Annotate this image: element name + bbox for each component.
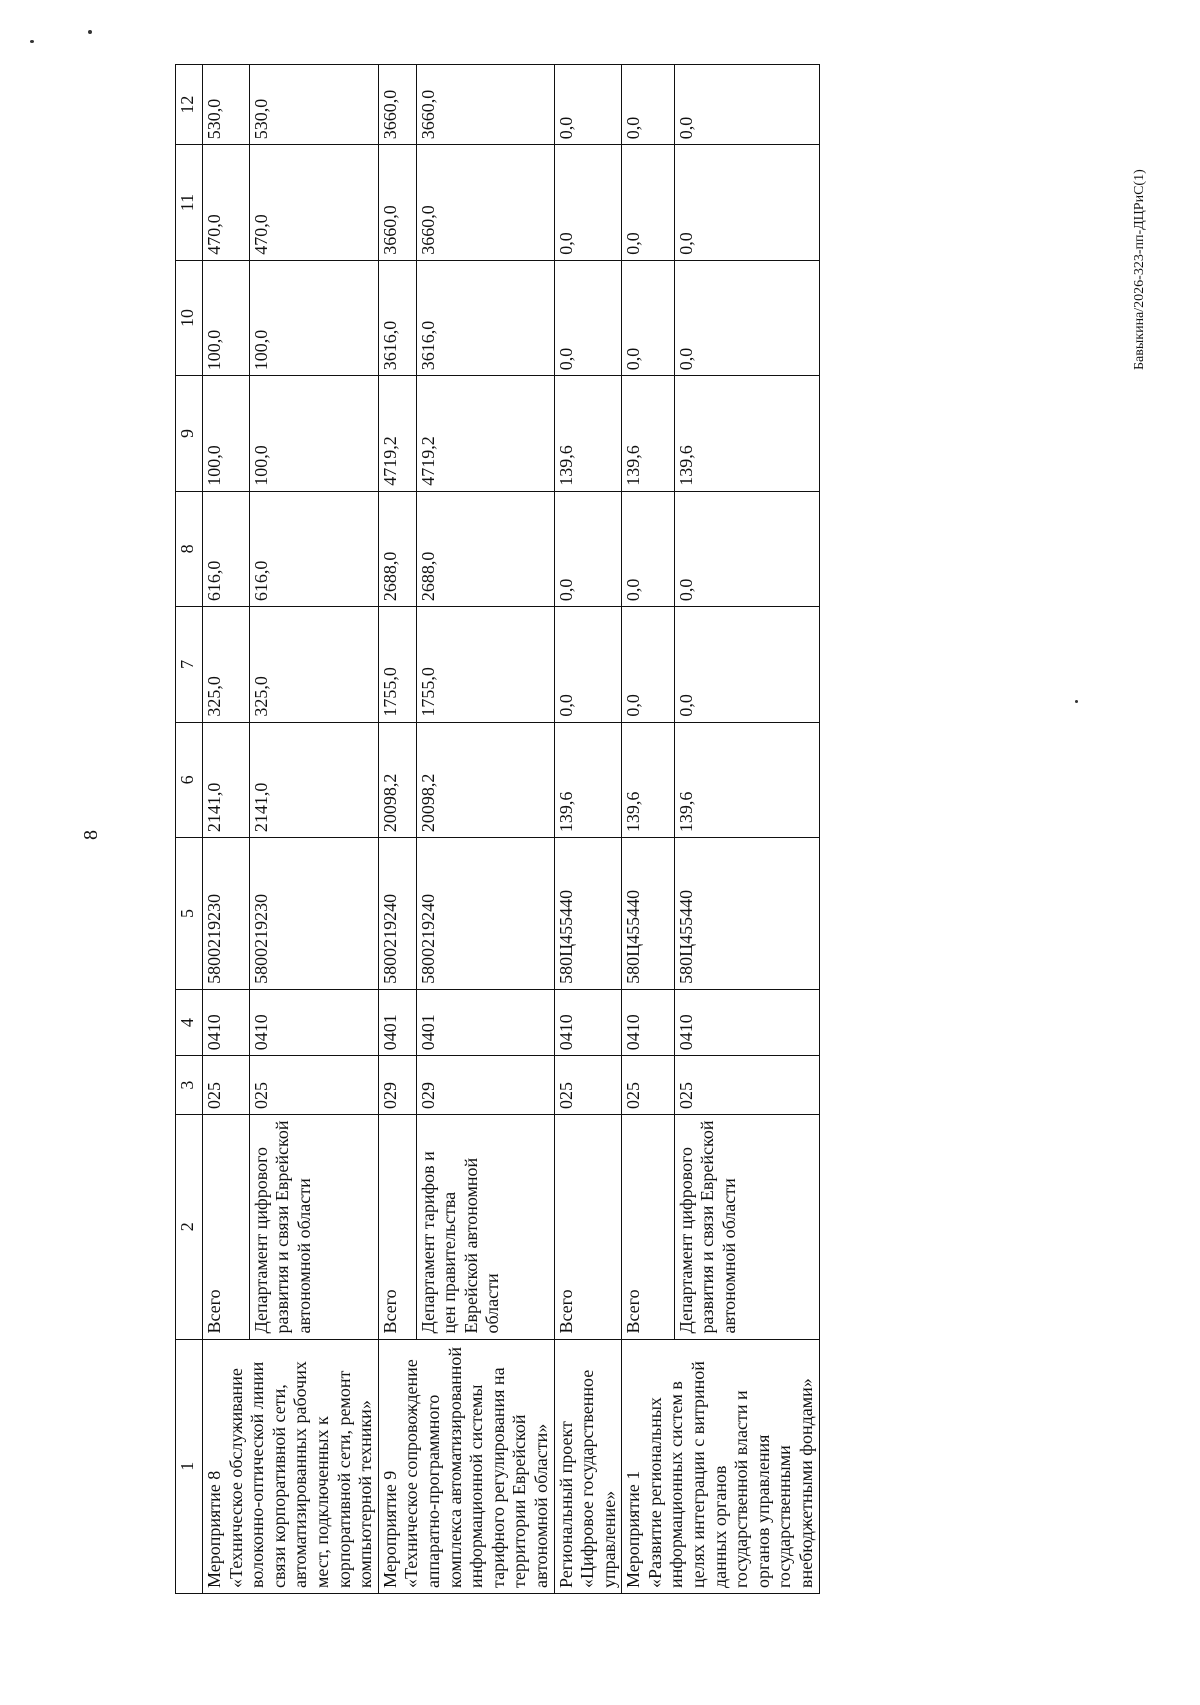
column-header-2: 2 [176, 1115, 203, 1340]
column-header-7: 7 [176, 607, 203, 722]
value-cell: 470,0 [203, 145, 250, 260]
value-cell: 3616,0 [416, 260, 554, 375]
value-cell: 4719,2 [378, 376, 416, 491]
event-name-cell: Региональный проект «Цифровое государственное управление» [554, 1339, 622, 1593]
column-header-4: 4 [176, 989, 203, 1055]
executor-cell: Всего [622, 1115, 675, 1340]
value-cell: 100,0 [203, 376, 250, 491]
value-cell: 139,6 [674, 376, 819, 491]
value-cell: 0,0 [622, 260, 675, 375]
value-cell: 5800219240 [378, 838, 416, 990]
column-header-11: 11 [176, 145, 203, 260]
column-header-8: 8 [176, 491, 203, 606]
value-cell: 2688,0 [378, 491, 416, 606]
value-cell: 0,0 [674, 607, 819, 722]
executor-cell: Всего [378, 1115, 416, 1340]
value-cell: 2688,0 [416, 491, 554, 606]
value-cell: 139,6 [622, 722, 675, 837]
value-cell: 5800219230 [203, 838, 250, 990]
column-header-5: 5 [176, 838, 203, 990]
value-cell: 139,6 [622, 376, 675, 491]
value-cell: 616,0 [249, 491, 378, 606]
value-cell: 0,0 [622, 65, 675, 145]
value-cell: 3660,0 [378, 145, 416, 260]
value-cell: 025 [622, 1056, 675, 1115]
value-cell: 139,6 [554, 376, 622, 491]
executor-cell: Всего [554, 1115, 622, 1340]
column-header-10: 10 [176, 260, 203, 375]
value-cell: 025 [554, 1056, 622, 1115]
executor-cell: Всего [203, 1115, 250, 1340]
value-cell: 325,0 [203, 607, 250, 722]
value-cell: 0410 [622, 989, 675, 1055]
document-code: Бавыкина/2026-323-пп-ДЦРиС(1) [1132, 169, 1147, 370]
table-row [378, 65, 416, 1594]
column-header-12: 12 [176, 65, 203, 145]
table-row [622, 65, 675, 1594]
table-row [203, 65, 250, 1594]
value-cell: 5800219240 [416, 838, 554, 990]
value-cell: 1755,0 [416, 607, 554, 722]
value-cell: 0410 [674, 989, 819, 1055]
value-cell: 616,0 [203, 491, 250, 606]
executor-cell: Департамент тарифов и цен правительства Еврейской автономной области [416, 1115, 554, 1340]
value-cell: 100,0 [249, 376, 378, 491]
value-cell: 3660,0 [416, 65, 554, 145]
value-cell: 100,0 [203, 260, 250, 375]
value-cell: 0,0 [674, 65, 819, 145]
value-cell: 0410 [203, 989, 250, 1055]
page-number: 8 [80, 830, 102, 840]
value-cell: 3616,0 [378, 260, 416, 375]
value-cell: 0,0 [554, 65, 622, 145]
budget-table [175, 64, 820, 1594]
value-cell: 3660,0 [378, 65, 416, 145]
value-cell: 025 [203, 1056, 250, 1115]
rotated-table-wrapper [175, 64, 1175, 1594]
column-header-3: 3 [176, 1056, 203, 1115]
event-name-cell: Мероприятие 9 «Техническое сопровождение аппаратно-программного комплекса автоматизированной информационной системы тарифного регулирования на территории Еврейской автономной области» [378, 1339, 554, 1593]
value-cell: 1755,0 [378, 607, 416, 722]
table-body [203, 65, 820, 1594]
scan-speck [88, 30, 92, 34]
value-cell: 139,6 [554, 722, 622, 837]
value-cell: 20098,2 [416, 722, 554, 837]
value-cell: 580Ц455440 [674, 838, 819, 990]
value-cell: 580Ц455440 [622, 838, 675, 990]
value-cell: 470,0 [249, 145, 378, 260]
value-cell: 580Ц455440 [554, 838, 622, 990]
column-header-1: 1 [176, 1339, 203, 1593]
value-cell: 20098,2 [378, 722, 416, 837]
value-cell: 0,0 [674, 491, 819, 606]
table-header-row [176, 65, 203, 1594]
value-cell: 2141,0 [249, 722, 378, 837]
value-cell: 0410 [249, 989, 378, 1055]
event-name-cell: Мероприятие 8 «Техническое обслуживание волоконно-оптической линии связи корпоративной сети, автоматизированных рабочих мест, подключенных к корпоративной сети, ремонт компьютерной техники» [203, 1339, 379, 1593]
value-cell: 3660,0 [416, 145, 554, 260]
value-cell: 530,0 [249, 65, 378, 145]
scan-speck [30, 40, 34, 43]
value-cell: 2141,0 [203, 722, 250, 837]
value-cell: 530,0 [203, 65, 250, 145]
value-cell: 025 [674, 1056, 819, 1115]
value-cell: 0,0 [674, 145, 819, 260]
executor-cell: Департамент цифрового развития и связи Еврейской автономной области [674, 1115, 819, 1340]
value-cell: 139,6 [674, 722, 819, 837]
value-cell: 029 [378, 1056, 416, 1115]
value-cell: 5800219230 [249, 838, 378, 990]
value-cell: 0,0 [554, 607, 622, 722]
value-cell: 0,0 [622, 145, 675, 260]
value-cell: 029 [416, 1056, 554, 1115]
value-cell: 0410 [554, 989, 622, 1055]
value-cell: 0,0 [554, 491, 622, 606]
value-cell: 025 [249, 1056, 378, 1115]
value-cell: 0,0 [674, 260, 819, 375]
value-cell: 0,0 [554, 260, 622, 375]
value-cell: 100,0 [249, 260, 378, 375]
table-row [554, 65, 622, 1594]
column-header-6: 6 [176, 722, 203, 837]
value-cell: 0,0 [622, 491, 675, 606]
event-name-cell: Мероприятие 1 «Развитие региональных информационных систем в целях интеграции с витриной данных органов государственной власти и органов управления государственными внебюджетными фондами» [622, 1339, 819, 1593]
value-cell: 0401 [416, 989, 554, 1055]
value-cell: 0,0 [622, 607, 675, 722]
value-cell: 0401 [378, 989, 416, 1055]
executor-cell: Департамент цифрового развития и связи Еврейской автономной области [249, 1115, 378, 1340]
value-cell: 325,0 [249, 607, 378, 722]
value-cell: 0,0 [554, 145, 622, 260]
column-header-9: 9 [176, 376, 203, 491]
value-cell: 4719,2 [416, 376, 554, 491]
